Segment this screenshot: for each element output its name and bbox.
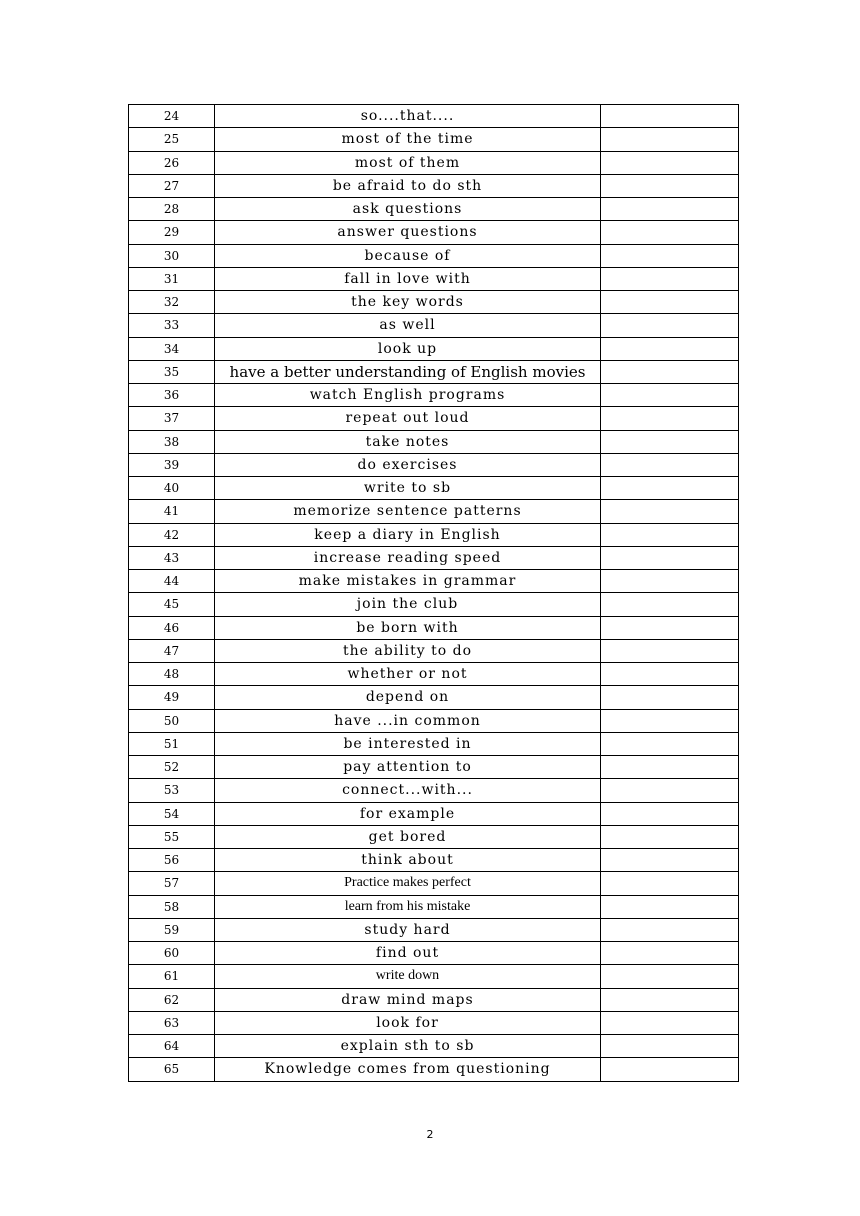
answer-blank-cell <box>601 988 739 1011</box>
phrase-cell: memorize sentence patterns <box>215 500 601 523</box>
answer-blank-cell <box>601 965 739 988</box>
row-number: 51 <box>129 732 215 755</box>
answer-blank-cell <box>601 942 739 965</box>
table-row <box>129 1035 739 1058</box>
table-row <box>129 128 739 151</box>
answer-blank-cell <box>601 500 739 523</box>
table-row <box>129 593 739 616</box>
answer-blank-cell <box>601 779 739 802</box>
table-row <box>129 756 739 779</box>
table-row <box>129 965 739 988</box>
phrase-cell: because of <box>215 244 601 267</box>
table-row <box>129 732 739 755</box>
answer-blank-cell <box>601 593 739 616</box>
row-number: 29 <box>129 221 215 244</box>
answer-blank-cell <box>601 570 739 593</box>
table-row <box>129 895 739 918</box>
answer-blank-cell <box>601 128 739 151</box>
phrase-cell: fall in love with <box>215 267 601 290</box>
answer-blank-cell <box>601 895 739 918</box>
table-row <box>129 918 739 941</box>
phrase-cell: Knowledge comes from questioning <box>215 1058 601 1081</box>
table-row <box>129 244 739 267</box>
row-number: 55 <box>129 825 215 848</box>
answer-blank-cell <box>601 1035 739 1058</box>
phrase-cell: look for <box>215 1011 601 1034</box>
phrase-cell: most of the time <box>215 128 601 151</box>
table-row <box>129 1011 739 1034</box>
answer-blank-cell <box>601 546 739 569</box>
phrase-cell: explain sth to sb <box>215 1035 601 1058</box>
row-number: 43 <box>129 546 215 569</box>
table-row <box>129 988 739 1011</box>
row-number: 38 <box>129 430 215 453</box>
row-number: 47 <box>129 639 215 662</box>
answer-blank-cell <box>601 244 739 267</box>
answer-blank-cell <box>601 918 739 941</box>
row-number: 52 <box>129 756 215 779</box>
table-row <box>129 384 739 407</box>
answer-blank-cell <box>601 663 739 686</box>
phrase-cell: whether or not <box>215 663 601 686</box>
phrase-cell: study hard <box>215 918 601 941</box>
answer-blank-cell <box>601 174 739 197</box>
table-row <box>129 1058 739 1081</box>
phrase-cell: do exercises <box>215 453 601 476</box>
row-number: 25 <box>129 128 215 151</box>
row-number: 65 <box>129 1058 215 1081</box>
row-number: 26 <box>129 151 215 174</box>
table-row <box>129 105 739 128</box>
table-row <box>129 709 739 732</box>
phrase-cell: watch English programs <box>215 384 601 407</box>
row-number: 49 <box>129 686 215 709</box>
phrase-cell: repeat out loud <box>215 407 601 430</box>
answer-blank-cell <box>601 639 739 662</box>
phrase-cell: be born with <box>215 616 601 639</box>
answer-blank-cell <box>601 825 739 848</box>
row-number: 62 <box>129 988 215 1011</box>
row-number: 31 <box>129 267 215 290</box>
phrase-cell: pay attention to <box>215 756 601 779</box>
answer-blank-cell <box>601 756 739 779</box>
row-number: 57 <box>129 872 215 895</box>
phrase-cell: Practice makes perfect <box>215 872 601 895</box>
answer-blank-cell <box>601 360 739 383</box>
phrase-cell: be interested in <box>215 732 601 755</box>
row-number: 24 <box>129 105 215 128</box>
table-row <box>129 686 739 709</box>
answer-blank-cell <box>601 314 739 337</box>
row-number: 45 <box>129 593 215 616</box>
answer-blank-cell <box>601 337 739 360</box>
phrase-cell: ask questions <box>215 198 601 221</box>
phrase-cell: join the club <box>215 593 601 616</box>
row-number: 56 <box>129 849 215 872</box>
table-row <box>129 221 739 244</box>
page-number: 2 <box>426 1128 434 1141</box>
row-number: 50 <box>129 709 215 732</box>
phrase-cell: learn from his mistake <box>215 895 601 918</box>
table-row <box>129 849 739 872</box>
phrase-cell: find out <box>215 942 601 965</box>
row-number: 46 <box>129 616 215 639</box>
answer-blank-cell <box>601 686 739 709</box>
row-number: 58 <box>129 895 215 918</box>
phrase-cell: the key words <box>215 291 601 314</box>
row-number: 36 <box>129 384 215 407</box>
table-row <box>129 430 739 453</box>
table-row <box>129 802 739 825</box>
table-row <box>129 337 739 360</box>
phrase-cell: for example <box>215 802 601 825</box>
answer-blank-cell <box>601 1058 739 1081</box>
answer-blank-cell <box>601 872 739 895</box>
row-number: 44 <box>129 570 215 593</box>
table-row <box>129 639 739 662</box>
row-number: 59 <box>129 918 215 941</box>
phrase-cell: have a better understanding of English movies <box>215 360 601 383</box>
table-row <box>129 477 739 500</box>
table-row <box>129 523 739 546</box>
phrase-cell: depend on <box>215 686 601 709</box>
phrase-cell: connect...with... <box>215 779 601 802</box>
row-number: 30 <box>129 244 215 267</box>
phrase-cell: answer questions <box>215 221 601 244</box>
row-number: 35 <box>129 360 215 383</box>
answer-blank-cell <box>601 453 739 476</box>
table-row <box>129 779 739 802</box>
answer-blank-cell <box>601 732 739 755</box>
table-row <box>129 570 739 593</box>
answer-blank-cell <box>601 151 739 174</box>
table-row <box>129 872 739 895</box>
row-number: 37 <box>129 407 215 430</box>
table-row <box>129 500 739 523</box>
answer-blank-cell <box>601 802 739 825</box>
answer-blank-cell <box>601 407 739 430</box>
phrase-cell: think about <box>215 849 601 872</box>
answer-blank-cell <box>601 430 739 453</box>
answer-blank-cell <box>601 709 739 732</box>
row-number: 48 <box>129 663 215 686</box>
row-number: 42 <box>129 523 215 546</box>
answer-blank-cell <box>601 849 739 872</box>
row-number: 61 <box>129 965 215 988</box>
answer-blank-cell <box>601 523 739 546</box>
phrase-cell: most of them <box>215 151 601 174</box>
phrase-cell: get bored <box>215 825 601 848</box>
answer-blank-cell <box>601 267 739 290</box>
phrase-cell: write to sb <box>215 477 601 500</box>
row-number: 40 <box>129 477 215 500</box>
row-number: 63 <box>129 1011 215 1034</box>
table-row <box>129 314 739 337</box>
phrase-cell: so....that.... <box>215 105 601 128</box>
row-number: 60 <box>129 942 215 965</box>
table-row <box>129 174 739 197</box>
phrase-cell: keep a diary in English <box>215 523 601 546</box>
phrase-cell: be afraid to do sth <box>215 174 601 197</box>
row-number: 64 <box>129 1035 215 1058</box>
row-number: 53 <box>129 779 215 802</box>
table-row <box>129 360 739 383</box>
answer-blank-cell <box>601 477 739 500</box>
table-row <box>129 546 739 569</box>
table-row <box>129 291 739 314</box>
row-number: 34 <box>129 337 215 360</box>
phrase-cell: the ability to do <box>215 639 601 662</box>
answer-blank-cell <box>601 616 739 639</box>
phrase-cell: take notes <box>215 430 601 453</box>
answer-blank-cell <box>601 384 739 407</box>
answer-blank-cell <box>601 1011 739 1034</box>
table-row <box>129 198 739 221</box>
answer-blank-cell <box>601 105 739 128</box>
answer-blank-cell <box>601 198 739 221</box>
answer-blank-cell <box>601 291 739 314</box>
row-number: 39 <box>129 453 215 476</box>
row-number: 32 <box>129 291 215 314</box>
table-row <box>129 453 739 476</box>
table-row <box>129 267 739 290</box>
phrase-cell: have ...in common <box>215 709 601 732</box>
table-row <box>129 663 739 686</box>
row-number: 28 <box>129 198 215 221</box>
row-number: 33 <box>129 314 215 337</box>
table-row <box>129 407 739 430</box>
answer-blank-cell <box>601 221 739 244</box>
table-row <box>129 616 739 639</box>
table-row <box>129 942 739 965</box>
phrase-cell: make mistakes in grammar <box>215 570 601 593</box>
phrase-cell: write down <box>215 965 601 988</box>
vocabulary-table <box>128 104 739 1082</box>
row-number: 41 <box>129 500 215 523</box>
vocabulary-table-body <box>129 105 739 1082</box>
phrase-cell: increase reading speed <box>215 546 601 569</box>
table-row <box>129 151 739 174</box>
phrase-cell: look up <box>215 337 601 360</box>
row-number: 54 <box>129 802 215 825</box>
row-number: 27 <box>129 174 215 197</box>
table-row <box>129 825 739 848</box>
phrase-cell: draw mind maps <box>215 988 601 1011</box>
phrase-cell: as well <box>215 314 601 337</box>
